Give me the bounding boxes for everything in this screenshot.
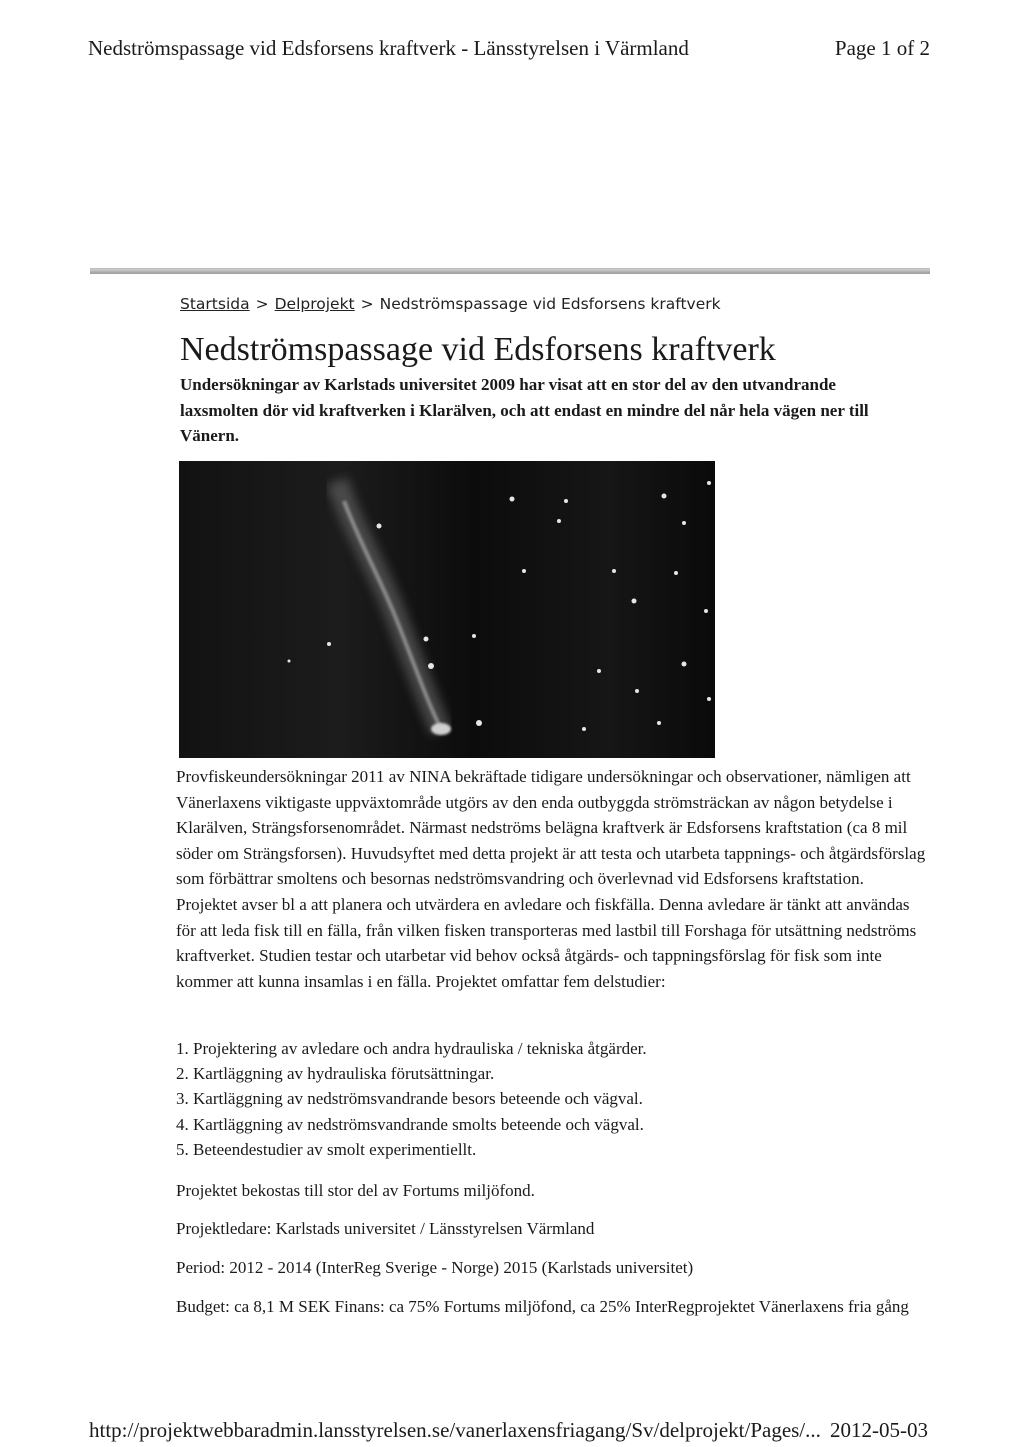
breadcrumb-separator: > [360, 295, 374, 313]
list-item: 5. Beteendestudier av smolt experimentiellt. [176, 1139, 477, 1159]
list-item: 3. Kartläggning av nedströmsvandrande besors beteende och vägval. [176, 1089, 643, 1109]
print-page-number: Page 1 of 2 [834, 36, 930, 60]
list-item: 1. Projektering av avledare och andra hydrauliska / tekniska åtgärder. [176, 1039, 647, 1058]
header-divider [90, 268, 930, 274]
breadcrumb-link-delprojekt[interactable]: Delprojekt [274, 295, 355, 313]
substudy-list [176, 1036, 916, 1162]
project-lead-text: Projektledare: Karlstads universitet / Länsstyrelsen Värmland [176, 1219, 595, 1238]
list-item: 4. Kartläggning av nedströmsvandrande smolts beteende och vägval. [176, 1114, 644, 1134]
underwater-photo-image [179, 461, 715, 758]
budget-text: Budget: ca 8,1 M SEK Finans: ca 75% Fortums miljöfond, ca 25% InterRegprojektet Vänerlaxens fria gång [176, 1297, 909, 1316]
print-header-title: Nedströmspassage vid Edsforsens kraftverk - Länsstyrelsen i Värmland [88, 36, 689, 60]
breadcrumb-current: Nedströmspassage vid Edsforsens kraftverk [379, 295, 721, 313]
print-footer-date: 2012-05-03 [830, 1418, 928, 1442]
article-body: Provfiskeundersökningar 2011 av NINA bekräftade tidigare undersökningar och observationer, nämligen att Vänerlaxens viktigaste uppväxtområde utgörs av den enda outbyggda strömsträckan av någon betydelse i Klarälven, Strängsforsenområdet. Närmast nedströms belägna kraftverk är Edsforsens kraftstation (ca 8 mil söder om Strängsforsen). Huvudsyftet med detta projekt är att testa och utarbeta tappnings- och åtgärdsförslag som förbättrar smoltens och besornas nedströmsvandring och överlevnad vid Edsforsens kraftstation. Projektet avser bl a att planera och utvärdera en avledare och fiskfälla. Denna avledare är tänkt att användas för att leda fisk till en fälla, från vilken fisken transporteras med lastbil till Forshaga för utsättning nedströms kraftverket. Studien testar och utarbetar vid behov också åtgärds- och tappningsförslag för fisk som inte kommer att kunna insamlas i en fälla. Projektet omfattar fem delstudier: [176, 767, 926, 991]
funding-text: Projektet bekostas till stor del av Fortums miljöfond. [176, 1181, 535, 1200]
print-footer-url: http://projektwebbaradmin.lansstyrelsen.se/vanerlaxensfriagang/Sv/delprojekt/Pages/... [89, 1418, 821, 1442]
breadcrumb [180, 295, 940, 313]
list-item: 2. Kartläggning av hydrauliska förutsättningar. [176, 1064, 495, 1084]
print-footer [89, 1418, 928, 1443]
period-text: Period: 2012 - 2014 (InterReg Sverige - Norge) 2015 (Karlstads universitet) [176, 1258, 694, 1277]
article-intro: Undersökningar av Karlstads universitet 2009 har visat att en stor del av den utvandrande laxsmolten dör vid kraftverken i Klarälven, och att endast en mindre del når hela vägen ner till Vänern. [180, 375, 869, 445]
page-title: Nedströmspassage vid Edsforsens kraftverk [180, 331, 776, 368]
print-header [88, 36, 930, 61]
breadcrumb-link-startsida[interactable]: Startsida [180, 295, 250, 313]
article-photo [179, 461, 715, 758]
breadcrumb-separator: > [255, 295, 269, 313]
